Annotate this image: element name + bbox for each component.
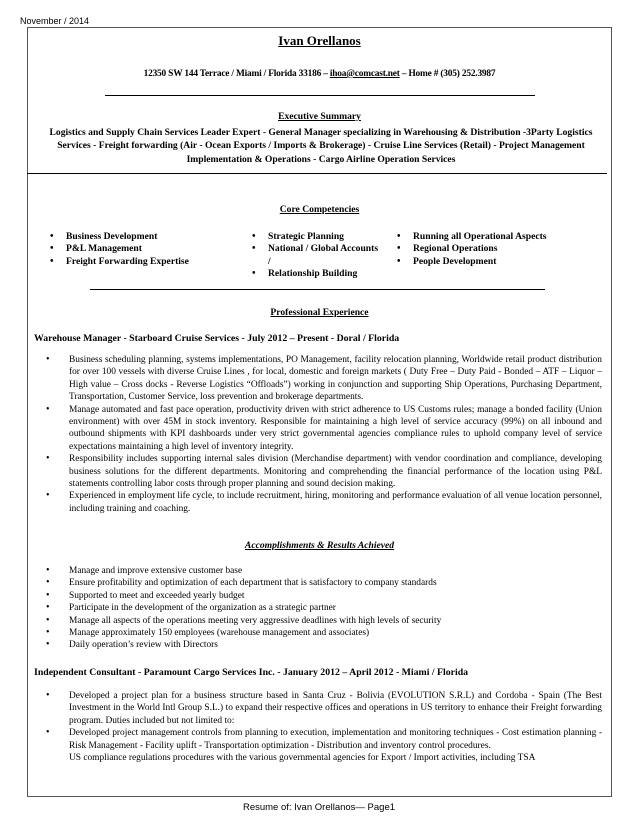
list-item: • Daily operation’s review with Directors <box>42 639 602 651</box>
list-item: • Business Development <box>48 231 228 243</box>
list-item: • Manage and improve extensive customer base <box>42 565 602 577</box>
divider <box>27 173 607 174</box>
competencies-heading: Core Competencies <box>279 204 360 215</box>
job-2-duties <box>42 690 602 764</box>
competencies-col-2 <box>250 231 380 280</box>
list-item: • Running all Operational Aspects <box>395 231 595 243</box>
list-item: • Experienced in employment life cycle, to include recruitment, hiring, monitoring and performance evaluation of all venue location personnel, including training and coaching. <box>42 490 602 515</box>
list-item: • Manage all aspects of the operations meeting very aggressive deadlines with high levels of security <box>42 615 602 627</box>
list-item: • People Development <box>395 256 595 268</box>
list-item: • Manage approximately 150 employees (warehouse management and associates) <box>42 627 602 639</box>
divider <box>90 289 545 290</box>
accomplishments-heading: Accomplishments & Results Achieved <box>244 540 395 551</box>
experience-heading: Professional Experience <box>270 307 369 318</box>
contact-address: 12350 SW 144 Terrace / Miami / Florida 33186 – <box>143 69 330 79</box>
list-item: • P&L Management <box>48 243 228 255</box>
list-item: • Business scheduling planning, systems implementations, PO Management, facility relocation planning, Worldwide retail product distribution for over 100 vessels with diverse Cruise Lines , for local, domestic and foreign markets ( Duty Free – Duty Paid - Bonded – ATF – Liquor – High value – Cross docks - Reverse Logistics “Offloads”) working in conjunction and supporting Ship Operations, Purchasing Department, Transportation, Customer Service, loss prevention and brokerage departments. <box>42 354 602 404</box>
list-item: • Ensure profitability and optimization of each department that is satisfactory to company standards <box>42 577 602 589</box>
list-item: • Developed project management controls from planning to execution, implementation and monitoring techniques - Cost estimation planning - Risk Management - Facility uplift - Transportation optimization - Distribution and inventory control procedures. <box>42 727 602 752</box>
list-item: • Developed a project plan for a business structure based in Santa Cruz - Bolivia (EVOLUTION S.R.L) and Cordoba - Spain (The Best Investment in the World Intl Group S.L.) to expand their respective offices and operations in US territory to enhance their Freight forwarding program. Duties included but not limited to: <box>42 690 602 727</box>
divider <box>105 95 535 96</box>
header-date: November / 2014 <box>20 16 90 26</box>
job-title-2: Independent Consultant - Paramount Cargo Services Inc. - January 2012 – April 2012 - Miami / Florida <box>34 667 469 678</box>
competencies-col-3 <box>395 231 595 268</box>
list-item: • Regional Operations <box>395 243 595 255</box>
contact-email[interactable]: ihoa@comcast.net <box>329 69 400 79</box>
job-title-1: Warehouse Manager - Starboard Cruise Services - July 2012 – Present - Doral / Florida <box>34 333 400 344</box>
resume-name: Ivan Orellanos <box>278 33 361 48</box>
page-footer: Resume of: Ivan Orellanos— Page1 <box>242 802 396 813</box>
list-item: • National / Global Accounts / <box>250 243 380 268</box>
list-item: • Supported to meet and exceeded yearly budget <box>42 590 602 602</box>
list-item: • Relationship Building <box>250 268 380 280</box>
list-item: • Strategic Planning <box>250 231 380 243</box>
list-item: • Participate in the development of the organization as a strategic partner <box>42 602 602 614</box>
summary-text: Logistics and Supply Chain Services Leader Expert - General Manager specializing in Warehousing & Distribution -3Party Logistics Services - Freight forwarding (Air - Ocean Exports / Imports & Brokerage) - Cruise Line Services (Retail) - Project Management Implementation & Operations - Cargo Airline Operation Services <box>49 127 593 165</box>
accomplishments-list <box>42 565 602 652</box>
job-1-duties <box>42 354 602 515</box>
list-item: • Manage automated and fast pace operation, productivity driven with strict adherence to US Customs rules; manage a bonded facility (Union environment) with over 45M in stock inventory. Responsible for maintaining a high level of service accuracy (99%) on all inbound and outbound shipments with KPI dashboards under very strict governmental agencies compliance rules to uphold company level of service expectations maintaining a high level of inventory integrity. <box>42 404 602 454</box>
competencies-col-1 <box>48 231 228 268</box>
list-item-continuation: US compliance regulations procedures with the various governmental agencies for Export / Import activities, including TSA <box>69 753 536 764</box>
summary-heading: Executive Summary <box>278 111 361 122</box>
list-item: • Responsibility includes supporting internal sales division (Merchandise department) with vendor coordination and compliance, developing business solutions for the different departments. Monitoring and comprehending the financial performance of the location using P&L statements controlling labor costs through proper planning and sound decision making. <box>42 453 602 490</box>
list-item: • Freight Forwarding Expertise <box>48 256 228 268</box>
contact-line <box>27 69 612 79</box>
contact-phone: – Home # (305) 252.3987 <box>399 69 496 79</box>
